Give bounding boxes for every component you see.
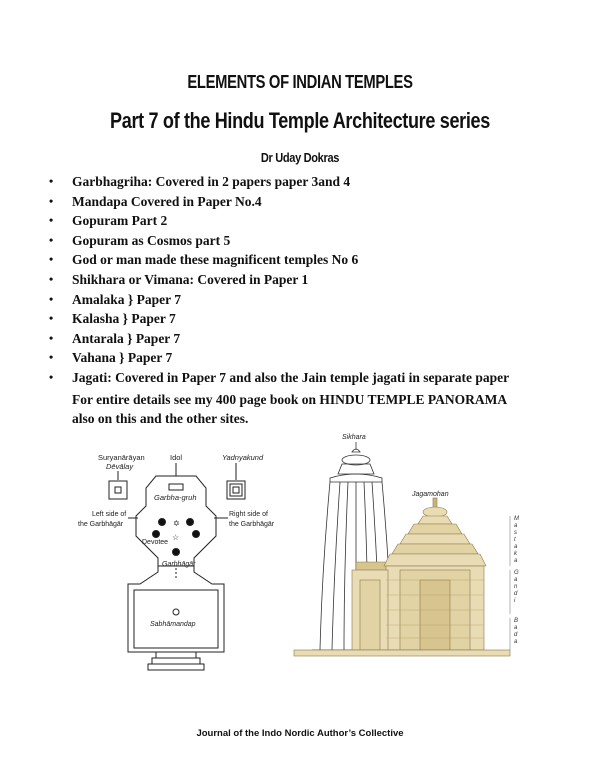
topic-list: [46, 172, 566, 388]
document-title: ELEMENTS OF INDIAN TEMPLES: [187, 72, 413, 92]
bullet-icon: •: [49, 193, 54, 208]
list-item: • Gopuram as Cosmos part 5: [46, 231, 566, 251]
bullet-icon: •: [49, 311, 54, 326]
bullet-icon: •: [49, 291, 54, 306]
bullet-icon: •: [49, 232, 54, 247]
journal-footer: Journal of the Indo Nordic Author’s Collective: [196, 728, 404, 739]
label-gandi: G a n d i: [514, 570, 519, 604]
label-yadnyakund: Yadnyakund: [222, 453, 264, 462]
list-item: • Mandapa Covered in Paper No.4: [46, 192, 566, 212]
label-devotee: Devotee: [142, 539, 169, 546]
bullet-icon: •: [49, 174, 54, 188]
list-item: • Amalaka } Paper 7: [46, 290, 566, 310]
document-subtitle: Part 7 of the Hindu Temple Architecture series: [110, 108, 490, 133]
temple-plan-diagram: [76, 448, 276, 678]
list-item: • Vahana } Paper 7: [46, 348, 566, 368]
bullet-icon: •: [49, 252, 54, 267]
list-item: • Shikhara or Vimana: Covered in Paper 1: [46, 270, 566, 290]
bullet-icon: •: [49, 271, 54, 286]
note-line: For entire details see my 400 page book on HINDU TEMPLE PANORAMA: [72, 392, 508, 407]
list-item: • Gopuram Part 2: [46, 211, 566, 231]
label-mastaka: M a s t a k a: [514, 516, 519, 564]
label-right-side-2: the Garbhāgār: [229, 521, 275, 528]
list-item: • God or man made these magnificent temples No 6: [46, 250, 566, 270]
bullet-icon: •: [49, 369, 54, 384]
label-garbhagar: Garbhāgār: [162, 561, 196, 568]
document-author: Dr Uday Dokras: [260, 150, 340, 165]
sabhamandap-hall: [134, 590, 218, 648]
label-idol: Idol: [170, 453, 183, 462]
label-left-side-1: Left side of: [92, 511, 127, 518]
label-bada: B a d a: [514, 618, 519, 645]
bullet-icon: •: [49, 350, 54, 365]
label-suryanarayan: Suryanārāyan: [98, 453, 145, 462]
label-right-side-1: Right side of: [229, 511, 268, 518]
label-garbha-gruh: Garbha-gruh: [154, 493, 197, 502]
list-item: • Kalasha } Paper 7: [46, 309, 566, 329]
book-note: [72, 390, 562, 428]
temple-elevation-diagram: [290, 430, 530, 680]
list-item: • Antarala } Paper 7: [46, 329, 566, 349]
list-item: • Garbhagriha: Covered in 2 papers paper 3and 4: [46, 172, 566, 192]
devalay-box: [109, 481, 127, 499]
label-sabhamandap: Sabhāmandap: [150, 621, 196, 628]
list-item: • Jagati: Covered in Paper 7 and also the Jain temple jagati in separate paper: [46, 368, 566, 388]
label-left-side-2: the Garbhāgār: [78, 521, 124, 528]
note-line: also on this and the other sites.: [72, 411, 249, 426]
svg-text:☆: ☆: [172, 533, 180, 542]
label-jagamohan: Jagamohan: [412, 491, 449, 498]
label-devalay: Dēvālay: [106, 462, 134, 471]
bullet-icon: •: [49, 330, 54, 345]
bullet-icon: •: [49, 213, 54, 228]
label-shikhara: Sikhara: [342, 434, 366, 441]
svg-text:✡: ✡: [173, 519, 180, 528]
